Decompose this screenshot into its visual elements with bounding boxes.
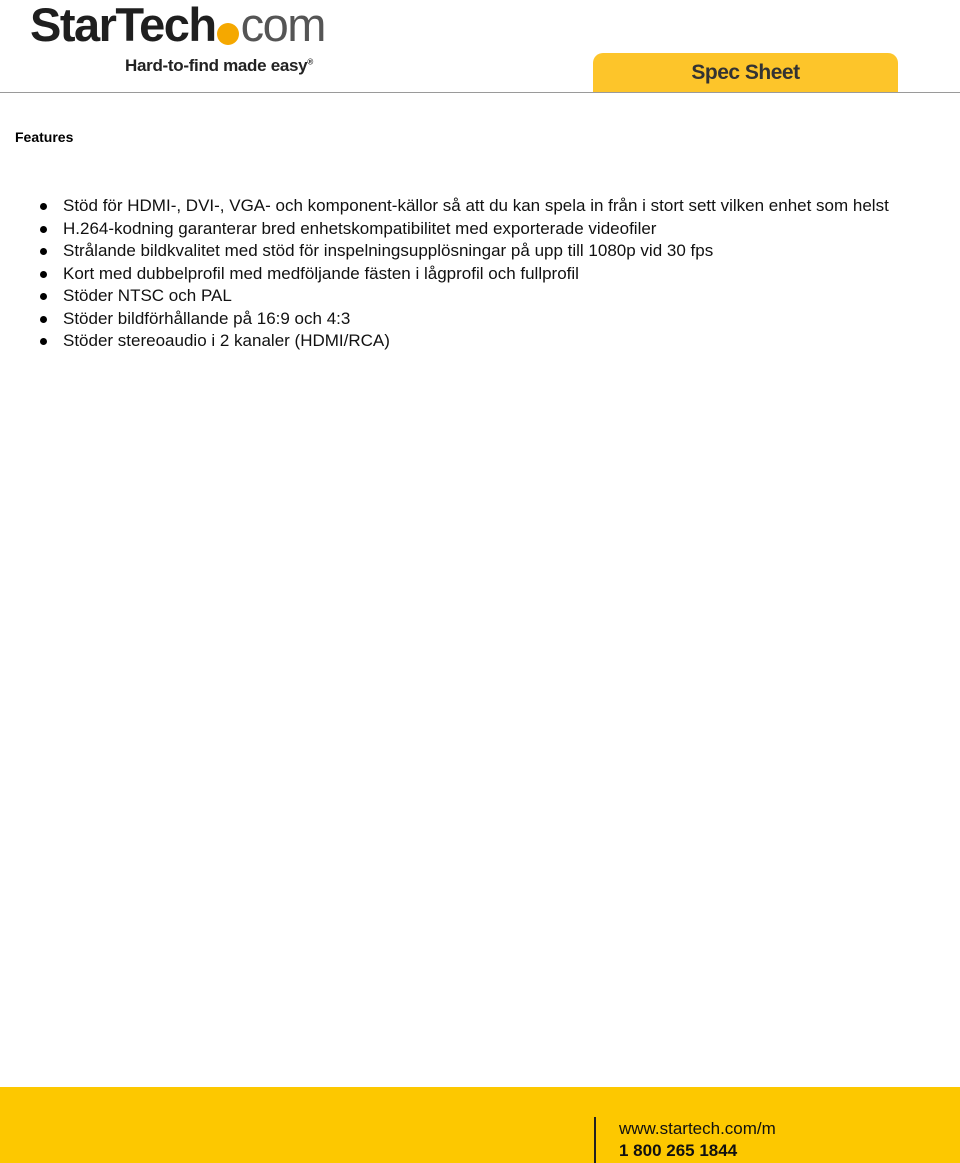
feature-item — [0, 240, 950, 263]
feature-text: Stöder NTSC och PAL — [63, 286, 232, 305]
feature-text: Stöd för HDMI-, DVI-, VGA- och komponent-källor så att du kan spela in från i stort sett vilken enhet som helst — [63, 196, 889, 215]
feature-item — [0, 263, 950, 286]
logo-word-start: StarTech — [30, 0, 216, 51]
feature-text: Kort med dubbelprofil med medföljande fästen i lågprofil och fullprofil — [63, 263, 579, 283]
feature-item — [0, 218, 950, 241]
trademark-symbol: ® — [307, 57, 313, 67]
feature-item — [0, 308, 950, 331]
spec-sheet-tab — [593, 53, 898, 93]
bullet-icon — [40, 203, 47, 210]
bullet-icon — [40, 271, 47, 278]
feature-text: H.264-kodning garanterar bred enhetskompatibilitet med exporterade videofiler — [63, 218, 657, 238]
feature-text: Strålande bildkvalitet med stöd för inspelningsupplösningar på upp till 1080p vid 30 fps — [63, 241, 714, 260]
bullet-icon — [40, 316, 47, 323]
logo-word-end: com — [240, 0, 325, 51]
feature-item — [0, 195, 950, 218]
footer-website-link[interactable]: www.startech.com/m — [619, 1119, 776, 1138]
feature-text: Stöder bildförhållande på 16:9 och 4:3 — [63, 308, 351, 328]
feature-list — [0, 195, 950, 353]
footer-bar — [0, 1087, 960, 1163]
logo-wordmark — [30, 0, 325, 50]
spec-sheet-label: Spec Sheet — [691, 61, 800, 84]
features-heading: Features — [15, 129, 74, 145]
feature-item — [0, 285, 950, 308]
logo-dot-icon — [217, 23, 239, 45]
bullet-icon — [40, 338, 47, 345]
tagline-text: Hard-to-find made easy — [125, 56, 308, 75]
feature-text: Stöder stereoaudio i 2 kanaler (HDMI/RCA) — [63, 331, 390, 350]
bullet-icon — [40, 248, 47, 255]
bullet-icon — [40, 293, 47, 300]
footer-phone-number: 1 800 265 1844 — [619, 1141, 738, 1160]
header-divider — [0, 92, 960, 93]
startech-logo — [30, 0, 330, 88]
footer-divider — [594, 1117, 596, 1163]
logo-tagline — [125, 56, 313, 76]
bullet-icon — [40, 226, 47, 233]
feature-item — [0, 330, 950, 353]
